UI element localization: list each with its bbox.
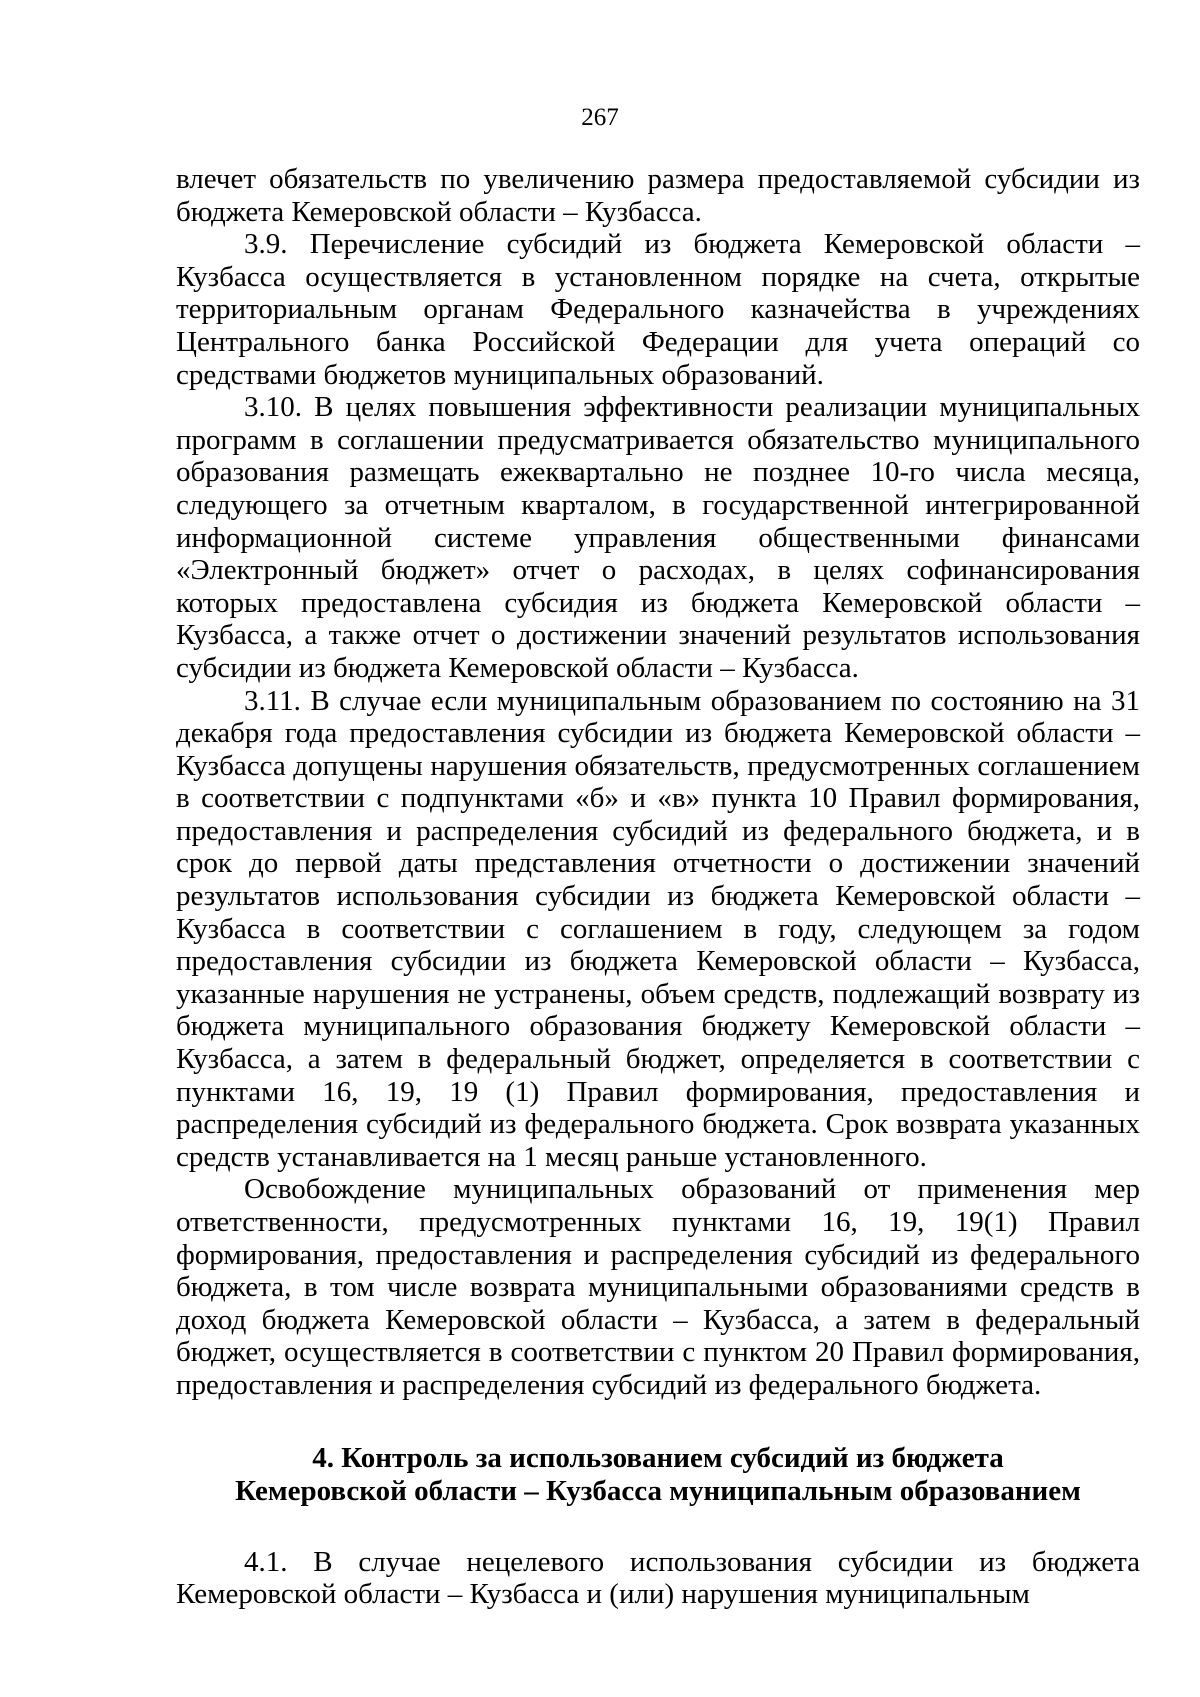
paragraph-exemption: Освобождение муниципальных образований от применения мер ответственности, предусмотренных пунктами 16, 19, 19(1) Правил формирования, предоставления и распределения субсидий из федерального бюджета, в том числе возврата муниципальными образованиями средств в доход бюджета Кемеровской области – Кузбасса, а затем в федеральный бюджет, осуществляется в соответствии с пунктом 20 Правил формирования, предоставления и распределения субсидий из федерального бюджета. xyxy=(176,1173,1140,1401)
page-number: 267 xyxy=(581,104,619,131)
paragraph-3-11: 3.11. В случае если муниципальным образованием по состоянию на 31 декабря года предоставления субсидии из бюджета Кемеровской области – Кузбасса допущены нарушения обязательств, предусмотренных соглашением в соответствии с подпунктами «б» и «в» пункта 10 Правил формирования, предоставления и распределения субсидий из федерального бюджета, и в срок до первой даты представления отчетности о достижении значений результатов использования субсидии из бюджета Кемеровской области – Кузбасса в соответствии с соглашением в году, следующем за годом предоставления субсидии из бюджета Кемеровской области – Кузбасса, указанные нарушения не устранены, объем средств, подлежащий возврату из бюджета муниципального образования бюджету Кемеровской области – Кузбасса, а затем в федеральный бюджет, определяется в соответствии с пунктами 16, 19, 19 (1) Правил формирования, предоставления и распределения субсидий из федерального бюджета. Срок возврата указанных средств устанавливается на 1 месяц раньше установленного. xyxy=(176,684,1140,1173)
section-heading-line-1: 4. Контроль за использованием субсидий из бюджета xyxy=(312,1441,1004,1474)
section-heading-line-2: Кемеровской области – Кузбасса муниципальным образованием xyxy=(235,1474,1081,1507)
paragraph-continuation: влечет обязательств по увеличению размера предоставляемой субсидии из бюджета Кемеровской области – Кузбасса. xyxy=(176,163,1140,228)
paragraph-3-10: 3.10. В целях повышения эффективности реализации муниципальных программ в соглашении предусматривается обязательство муниципального образования размещать ежеквартально не позднее 10-го числа месяца, следующего за отчетным кварталом, в государственной интегрированной информационной системе управления общественными финансами «Электронный бюджет» отчет о расходах, в целях софинансирования которых предоставлена субсидия из бюджета Кемеровской области – Кузбасса, а также отчет о достижении значений результатов использования субсидии из бюджета Кемеровской области – Кузбасса. xyxy=(176,391,1140,684)
paragraph-4-1: 4.1. В случае нецелевого использования субсидии из бюджета Кемеровской области – Кузбасса и (или) нарушения муниципальным xyxy=(176,1545,1140,1611)
document-body xyxy=(176,163,1140,1611)
section-heading xyxy=(176,1442,1140,1508)
paragraph-3-9: 3.9. Перечисление субсидий из бюджета Кемеровской области – Кузбасса осуществляется в установленном порядке на счета, открытые территориальным органам Федерального казначейства в учреждениях Центрального банка Российской Федерации для учета операций со средствами бюджетов муниципальных образований. xyxy=(176,228,1140,391)
